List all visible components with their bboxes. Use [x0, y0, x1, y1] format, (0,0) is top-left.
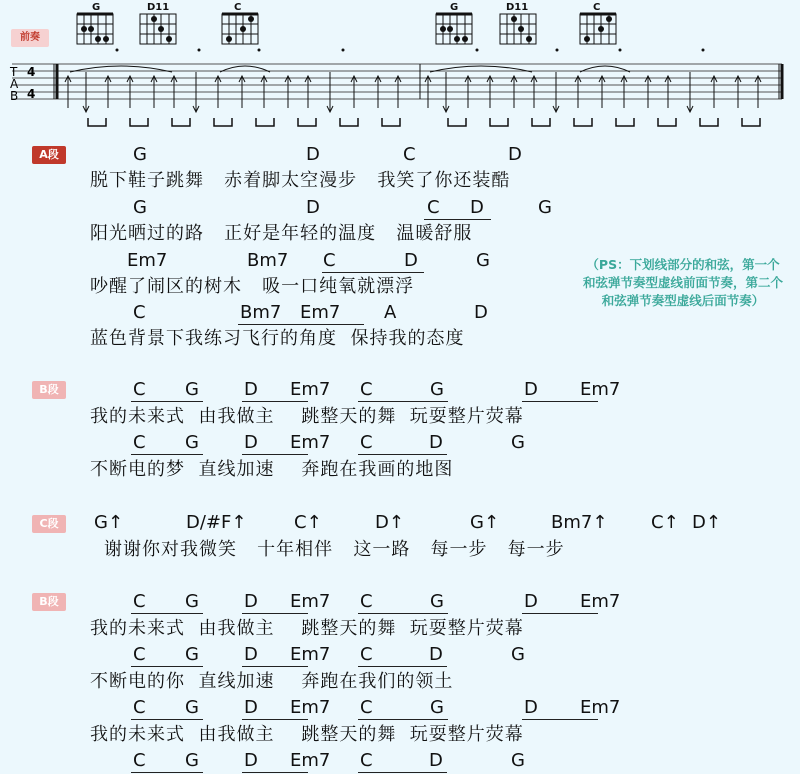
- a-row2-chord-d2: D: [470, 197, 484, 218]
- rhythm-beam: [298, 118, 316, 126]
- time-sig-bottom: 4: [27, 87, 36, 101]
- b2-row3-chord-4: Em7: [290, 697, 331, 718]
- b2-lyric-3: 我的未来式 由我做主 跳整天的舞 玩耍整片荧幕: [90, 724, 524, 745]
- a-lyric-3: 吵醒了闹区的树木 吸一口纯氧就漂浮: [90, 276, 415, 297]
- chord-diagram-c-left: [222, 14, 258, 44]
- b2-underline: [131, 772, 203, 773]
- a-row3-chord-g: G: [476, 250, 490, 271]
- rhythm-beam: [256, 118, 274, 126]
- b1-row2-chord-2: G: [185, 432, 199, 453]
- a-row2-chord-d: D: [306, 197, 320, 218]
- b1-row2-chord-6: D: [429, 432, 443, 453]
- b2-row4-chord-7: G: [511, 750, 525, 771]
- b1-row2-chord-7: G: [511, 432, 525, 453]
- c-chord-7: C↑: [651, 512, 679, 533]
- b2-underline: [242, 666, 308, 667]
- intro-chord-c-right: C: [593, 2, 601, 13]
- c-chord-5: G↑: [470, 512, 500, 533]
- a-row2-chord-g2: G: [538, 197, 552, 218]
- b2-lyric-2: 不断电的你 直线加速 奔跑在我们的领土: [90, 671, 454, 692]
- rhythm-beam: [172, 118, 190, 126]
- b2-row3-chord-8: Em7: [580, 697, 621, 718]
- ps-note: （PS：下划线部分的和弦，第一个和弦弹节奏型虚线前面节奏，第二个和弦弹节奏型虚线后面节奏）: [583, 257, 784, 308]
- a-row4-chord-a: A: [384, 302, 397, 323]
- b2-row1-chord-1: C: [133, 591, 146, 612]
- chord-diagram-g-right: [436, 14, 472, 44]
- a-row1-chord-g: G: [133, 144, 147, 165]
- b1-underline: [131, 401, 203, 402]
- b2-row2-chord-4: Em7: [290, 644, 331, 665]
- b2-underline: [242, 772, 308, 773]
- time-sig-top: 4: [27, 65, 36, 79]
- a-lyric-2: 阳光晒过的路 正好是年轻的温度 温暖舒服: [90, 223, 473, 244]
- b2-row2-chord-3: D: [244, 644, 258, 665]
- rhythm-beam: [742, 118, 760, 126]
- rhythm-beam: [532, 118, 550, 126]
- section-b1-label: B段: [32, 381, 66, 399]
- b2-row1-chord-3: D: [244, 591, 258, 612]
- c-chord-3: C↑: [294, 512, 322, 533]
- section-b2-label: B段: [32, 593, 66, 611]
- intro-chord-d11-left: D11: [147, 2, 170, 13]
- b2-row1-chord-5: C: [360, 591, 373, 612]
- strum-pattern: [65, 66, 761, 126]
- b1-row1-chord-2: G: [185, 379, 199, 400]
- b1-row2-chord-3: D: [244, 432, 258, 453]
- b1-row2-chord-1: C: [133, 432, 146, 453]
- a-row4-chord-c: C: [133, 302, 146, 323]
- b1-row1-chord-1: C: [133, 379, 146, 400]
- b2-row3-chord-2: G: [185, 697, 199, 718]
- b1-underline: [522, 401, 598, 402]
- chord-diagram-d11-left: [140, 14, 176, 44]
- b2-row1-chord-8: Em7: [580, 591, 621, 612]
- a-row4-chord-d: D: [474, 302, 488, 323]
- b2-row4-chord-5: C: [360, 750, 373, 771]
- tab-letter-a: A: [10, 77, 19, 91]
- a-row4-chord-bm7: Bm7: [240, 302, 282, 323]
- b2-lyric-1: 我的未来式 由我做主 跳整天的舞 玩耍整片荧幕: [90, 618, 524, 639]
- a-row1-chord-d2: D: [508, 144, 522, 165]
- b2-underline: [522, 719, 598, 720]
- b2-row2-chord-5: C: [360, 644, 373, 665]
- rhythm-beam: [616, 118, 634, 126]
- b2-underline: [131, 719, 203, 720]
- c-chord-1: G↑: [94, 512, 124, 533]
- b2-underline: [242, 719, 308, 720]
- a-row3-chord-c: C: [323, 250, 336, 271]
- b2-underline: [358, 719, 448, 720]
- a-row4-chord-em7: Em7: [300, 302, 341, 323]
- c-chord-4: D↑: [375, 512, 404, 533]
- b2-underline: [358, 613, 448, 614]
- b2-row3-chord-5: C: [360, 697, 373, 718]
- c-lyric: 谢谢你对我微笑 十年相伴 这一路 每一步 每一步: [104, 539, 565, 560]
- b2-underline: [242, 613, 308, 614]
- a-row3-chord-d: D: [404, 250, 418, 271]
- b2-row3-chord-6: G: [430, 697, 444, 718]
- b2-row3-chord-7: D: [524, 697, 538, 718]
- b1-row1-chord-4: Em7: [290, 379, 331, 400]
- intro-chord-c-left: C: [234, 2, 242, 13]
- b2-row2-chord-7: G: [511, 644, 525, 665]
- a-row1-chord-d: D: [306, 144, 320, 165]
- intro-label: 前奏: [11, 29, 49, 47]
- b2-row4-chord-6: D: [429, 750, 443, 771]
- b1-underline: [242, 401, 308, 402]
- b2-row1-chord-4: Em7: [290, 591, 331, 612]
- b1-lyric-1: 我的未来式 由我做主 跳整天的舞 玩耍整片荧幕: [90, 406, 524, 427]
- rhythm-beam: [88, 118, 106, 126]
- rhythm-beam: [658, 118, 676, 126]
- b1-row2-chord-4: Em7: [290, 432, 331, 453]
- b2-row2-chord-1: C: [133, 644, 146, 665]
- section-a-label: A段: [32, 146, 66, 164]
- b2-row3-chord-1: C: [133, 697, 146, 718]
- c-chord-6: Bm7↑: [551, 512, 608, 533]
- a-row3-chord-bm7: Bm7: [247, 250, 289, 271]
- intro-chord-d11-right: D11: [506, 2, 529, 13]
- chord-diagram-d11-right: [500, 14, 536, 44]
- a-row3-chord-em7: Em7: [127, 250, 168, 271]
- b2-underline: [358, 772, 447, 773]
- a-row1-chord-c: C: [403, 144, 416, 165]
- intro-chord-g-right: G: [450, 2, 459, 13]
- tab-letter-t: T: [10, 65, 18, 79]
- b1-row2-chord-5: C: [360, 432, 373, 453]
- rhythm-beam: [448, 118, 466, 126]
- tab-barlines: [54, 64, 782, 99]
- b2-row1-chord-6: G: [430, 591, 444, 612]
- intro-chord-g-left: G: [92, 2, 101, 13]
- b1-lyric-2: 不断电的梦 直线加速 奔跑在我画的地图: [90, 459, 454, 480]
- c-chord-8: D↑: [692, 512, 721, 533]
- a-row3-underline: [322, 272, 424, 273]
- rhythm-beam: [490, 118, 508, 126]
- b1-row1-chord-7: D: [524, 379, 538, 400]
- b1-row1-chord-3: D: [244, 379, 258, 400]
- b2-row4-chord-4: Em7: [290, 750, 331, 771]
- rhythm-dots: [116, 49, 705, 52]
- tab-letter-b: B: [10, 89, 19, 103]
- b2-underline: [522, 613, 598, 614]
- b2-underline: [131, 613, 203, 614]
- rhythm-beam: [382, 118, 400, 126]
- a-row2-chord-c: C: [427, 197, 440, 218]
- b2-row4-chord-1: C: [133, 750, 146, 771]
- b1-underline: [358, 454, 447, 455]
- rhythm-beam: [340, 118, 358, 126]
- b2-row2-chord-2: G: [185, 644, 199, 665]
- b2-row4-chord-2: G: [185, 750, 199, 771]
- b2-row1-chord-2: G: [185, 591, 199, 612]
- a-row4-underline: [238, 324, 364, 325]
- c-chord-2: D/#F↑: [186, 512, 247, 533]
- b1-underline: [131, 454, 203, 455]
- rhythm-beam: [574, 118, 592, 126]
- b2-row3-chord-3: D: [244, 697, 258, 718]
- section-c-label: C段: [32, 515, 66, 533]
- a-row2-underline: [424, 219, 491, 220]
- b1-underline: [358, 401, 448, 402]
- b2-underline: [358, 666, 447, 667]
- b1-row1-chord-8: Em7: [580, 379, 621, 400]
- b2-row4-chord-3: D: [244, 750, 258, 771]
- b2-row1-chord-7: D: [524, 591, 538, 612]
- b1-row1-chord-5: C: [360, 379, 373, 400]
- b2-underline: [131, 666, 203, 667]
- a-lyric-4: 蓝色背景下我练习飞行的角度 保持我的态度: [90, 328, 465, 349]
- b1-underline: [242, 454, 308, 455]
- b1-row1-chord-6: G: [430, 379, 444, 400]
- a-row2-chord-g: G: [133, 197, 147, 218]
- rhythm-beam: [700, 118, 718, 126]
- rhythm-beam: [214, 118, 232, 126]
- intro-tab-staff: [0, 0, 800, 135]
- chord-diagram-c-right: [580, 14, 616, 44]
- b2-row2-chord-6: D: [429, 644, 443, 665]
- a-lyric-1: 脱下鞋子跳舞 赤着脚太空漫步 我笑了你还装酷: [90, 170, 511, 191]
- rhythm-beam: [130, 118, 148, 126]
- chord-diagram-g-left: [77, 14, 113, 44]
